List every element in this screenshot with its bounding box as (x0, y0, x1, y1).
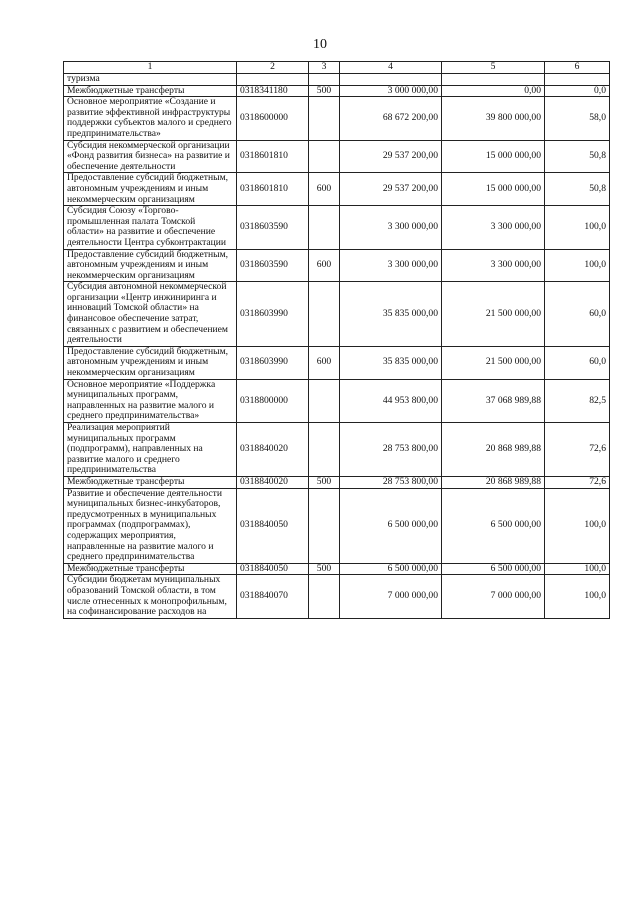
column-header: 6 (545, 62, 610, 74)
table-row (64, 97, 610, 140)
row-code: 0318840070 (237, 575, 309, 618)
row-percent: 100,0 (545, 206, 610, 249)
row-expense-type (309, 282, 340, 347)
row-actual-amount: 15 000 000,00 (442, 140, 545, 173)
row-percent: 72,6 (545, 423, 610, 477)
row-name: Субсидия Союзу «Торгово-промышленная палата Томской области» на развитие и обеспечение деятельности Центра субконтрактации (64, 206, 237, 249)
row-code: 0318840020 (237, 423, 309, 477)
row-expense-type (309, 206, 340, 249)
row-percent: 100,0 (545, 575, 610, 618)
row-expense-type (309, 74, 340, 86)
row-expense-type (309, 140, 340, 173)
row-percent (545, 74, 610, 86)
row-plan-amount: 28 753 800,00 (340, 476, 442, 488)
row-actual-amount: 20 868 989,88 (442, 423, 545, 477)
row-name: Предоставление субсидий бюджетным, автономным учреждениям и иным некоммерческим организациям (64, 173, 237, 206)
table-row (64, 563, 610, 575)
row-percent: 60,0 (545, 282, 610, 347)
row-code: 0318840020 (237, 476, 309, 488)
row-name: Предоставление субсидий бюджетным, автономным учреждениям и иным некоммерческим организациям (64, 249, 237, 282)
row-expense-type: 500 (309, 476, 340, 488)
row-plan-amount: 35 835 000,00 (340, 346, 442, 379)
row-name: Основное мероприятие «Поддержка муниципальных программ, направленных на развитие малого и среднего предпринимательства» (64, 379, 237, 422)
row-name: Реализация мероприятий муниципальных программ (подпрограмм), направленных на развитие малого и среднего предпринимательства (64, 423, 237, 477)
table-row (64, 249, 610, 282)
row-plan-amount: 3 300 000,00 (340, 206, 442, 249)
row-code: 0318603590 (237, 249, 309, 282)
row-expense-type: 500 (309, 563, 340, 575)
row-plan-amount: 28 753 800,00 (340, 423, 442, 477)
page-number: 10 (313, 37, 327, 52)
row-plan-amount: 29 537 200,00 (340, 173, 442, 206)
column-header: 3 (309, 62, 340, 74)
table-row (64, 346, 610, 379)
row-actual-amount: 6 500 000,00 (442, 563, 545, 575)
row-percent: 82,5 (545, 379, 610, 422)
row-name: Межбюджетные трансферты (64, 85, 237, 97)
row-plan-amount: 68 672 200,00 (340, 97, 442, 140)
row-percent: 100,0 (545, 249, 610, 282)
row-code: 0318800000 (237, 379, 309, 422)
row-plan-amount: 35 835 000,00 (340, 282, 442, 347)
row-code: 0318840050 (237, 488, 309, 563)
row-expense-type (309, 488, 340, 563)
row-expense-type (309, 575, 340, 618)
row-code: 0318840050 (237, 563, 309, 575)
row-actual-amount: 3 300 000,00 (442, 206, 545, 249)
table-header-row (64, 62, 610, 74)
row-code: 0318601810 (237, 140, 309, 173)
table-row (64, 476, 610, 488)
row-code: 0318601810 (237, 173, 309, 206)
row-plan-amount: 29 537 200,00 (340, 140, 442, 173)
row-plan-amount: 7 000 000,00 (340, 575, 442, 618)
row-actual-amount: 0,00 (442, 85, 545, 97)
row-code: 0318341180 (237, 85, 309, 97)
row-actual-amount: 6 500 000,00 (442, 488, 545, 563)
row-code: 0318603990 (237, 282, 309, 347)
row-expense-type (309, 379, 340, 422)
row-percent: 100,0 (545, 488, 610, 563)
row-percent: 50,8 (545, 140, 610, 173)
row-name: Основное мероприятие «Создание и развитие эффективной инфраструктуры поддержки субъектов малого и среднего предпринимательства» (64, 97, 237, 140)
table-row (64, 140, 610, 173)
row-plan-amount: 6 500 000,00 (340, 488, 442, 563)
row-expense-type: 600 (309, 173, 340, 206)
row-actual-amount: 39 800 000,00 (442, 97, 545, 140)
table-row (64, 379, 610, 422)
row-actual-amount: 3 300 000,00 (442, 249, 545, 282)
column-header: 5 (442, 62, 545, 74)
row-percent: 50,8 (545, 173, 610, 206)
row-plan-amount: 3 300 000,00 (340, 249, 442, 282)
row-name: Межбюджетные трансферты (64, 563, 237, 575)
row-plan-amount (340, 74, 442, 86)
row-actual-amount: 37 068 989,88 (442, 379, 545, 422)
row-name: туризма (64, 74, 237, 86)
table-row (64, 575, 610, 618)
row-percent: 72,6 (545, 476, 610, 488)
row-percent: 58,0 (545, 97, 610, 140)
row-actual-amount: 15 000 000,00 (442, 173, 545, 206)
row-name: Развитие и обеспечение деятельности муниципальных бизнес-инкубаторов, предусмотренных в муниципальных программах (подпрограммах), содержащих мероприятия, направленные на развитие малого и среднего предпринимательства (64, 488, 237, 563)
row-expense-type (309, 423, 340, 477)
row-code: 0318600000 (237, 97, 309, 140)
row-name: Субсидия некоммерческой организации «Фонд развития бизнеса» на развитие и обеспечение деятельности (64, 140, 237, 173)
row-plan-amount: 44 953 800,00 (340, 379, 442, 422)
row-actual-amount: 21 500 000,00 (442, 282, 545, 347)
row-code: 0318603990 (237, 346, 309, 379)
row-percent: 0,0 (545, 85, 610, 97)
row-actual-amount (442, 74, 545, 86)
table-row (64, 488, 610, 563)
table-row (64, 206, 610, 249)
row-expense-type (309, 97, 340, 140)
row-plan-amount: 6 500 000,00 (340, 563, 442, 575)
table-row (64, 85, 610, 97)
table-row (64, 173, 610, 206)
row-code (237, 74, 309, 86)
row-expense-type: 600 (309, 346, 340, 379)
row-expense-type: 600 (309, 249, 340, 282)
row-plan-amount: 3 000 000,00 (340, 85, 442, 97)
row-name: Предоставление субсидий бюджетным, автономным учреждениям и иным некоммерческим организациям (64, 346, 237, 379)
row-code: 0318603590 (237, 206, 309, 249)
row-expense-type: 500 (309, 85, 340, 97)
row-percent: 60,0 (545, 346, 610, 379)
column-header: 1 (64, 62, 237, 74)
row-actual-amount: 7 000 000,00 (442, 575, 545, 618)
column-header: 2 (237, 62, 309, 74)
row-actual-amount: 20 868 989,88 (442, 476, 545, 488)
row-name: Межбюджетные трансферты (64, 476, 237, 488)
column-header: 4 (340, 62, 442, 74)
row-percent: 100,0 (545, 563, 610, 575)
table-row (64, 423, 610, 477)
budget-table (63, 61, 610, 619)
table-row (64, 282, 610, 347)
row-name: Субсидии бюджетам муниципальных образований Томской области, в том числе отнесенных к монопрофильным, на софинансирование расходов на (64, 575, 237, 618)
row-actual-amount: 21 500 000,00 (442, 346, 545, 379)
row-name: Субсидия автономной некоммерческой организации «Центр инжиниринга и инноваций Томской области» на финансовое обеспечение затрат, связанных с развитием и обеспечением деятельности (64, 282, 237, 347)
table-row (64, 74, 610, 86)
